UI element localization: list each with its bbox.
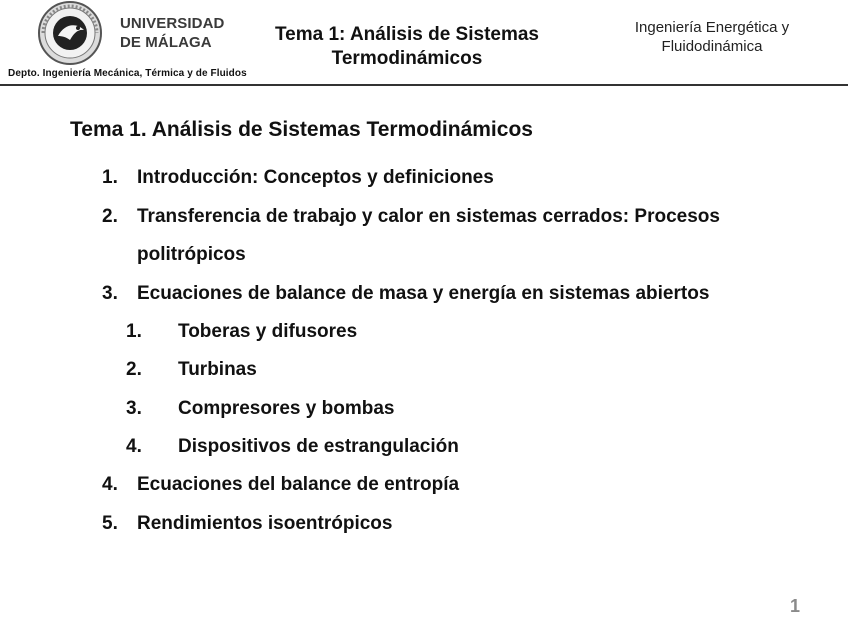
list-item-number: 3. [102, 283, 118, 304]
area-name-line1: Ingeniería Energética y [634, 19, 790, 36]
university-name-line2: DE MÁLAGA [120, 34, 212, 51]
area-name [612, 18, 812, 56]
university-name [120, 14, 224, 52]
sub-list-item-text: Turbinas [178, 359, 257, 380]
slide-title: Tema 1. Análisis de Sistemas Termodinámicos [70, 118, 533, 141]
list-item-number: 4. [102, 474, 118, 495]
header-title-line2: Termodinámicos [331, 48, 483, 69]
list-item-text: Transferencia de trabajo y calor en sistemas cerrados: Procesos [137, 206, 720, 227]
university-seal-logo [34, 0, 106, 66]
list-item-continuation: politrópicos [137, 244, 246, 265]
area-name-line2: Fluidodinámica [661, 38, 763, 55]
university-name-line1: UNIVERSIDAD [120, 15, 225, 32]
header-divider [0, 84, 848, 86]
list-item-text: Ecuaciones de balance de masa y energía en sistemas abiertos [137, 283, 710, 304]
sub-list-item-text: Dispositivos de estrangulación [178, 436, 459, 457]
sub-list-item-number: 4. [126, 436, 142, 457]
sub-list-item-text: Toberas y difusores [178, 321, 358, 342]
sub-list-item-number: 2. [126, 359, 142, 380]
list-item-text: Ecuaciones del balance de entropía [137, 474, 460, 495]
list-item-number: 5. [102, 513, 118, 534]
header-title [262, 23, 552, 71]
list-item-number: 2. [102, 206, 118, 227]
slide-header [0, 0, 848, 86]
list-item-text: Introducción: Conceptos y definiciones [137, 167, 494, 188]
department-name: Depto. Ingeniería Mecánica, Térmica y de Fluidos [8, 68, 247, 79]
page-number: 1 [790, 596, 801, 616]
list-item-number: 1. [102, 167, 118, 188]
sub-list-item-number: 3. [126, 398, 142, 419]
list-item-text: Rendimientos isoentrópicos [137, 513, 393, 534]
sub-list-item-text: Compresores y bombas [178, 398, 395, 419]
header-title-line1: Tema 1: Análisis de Sistemas [274, 24, 539, 45]
sub-list-item-number: 1. [126, 321, 142, 342]
